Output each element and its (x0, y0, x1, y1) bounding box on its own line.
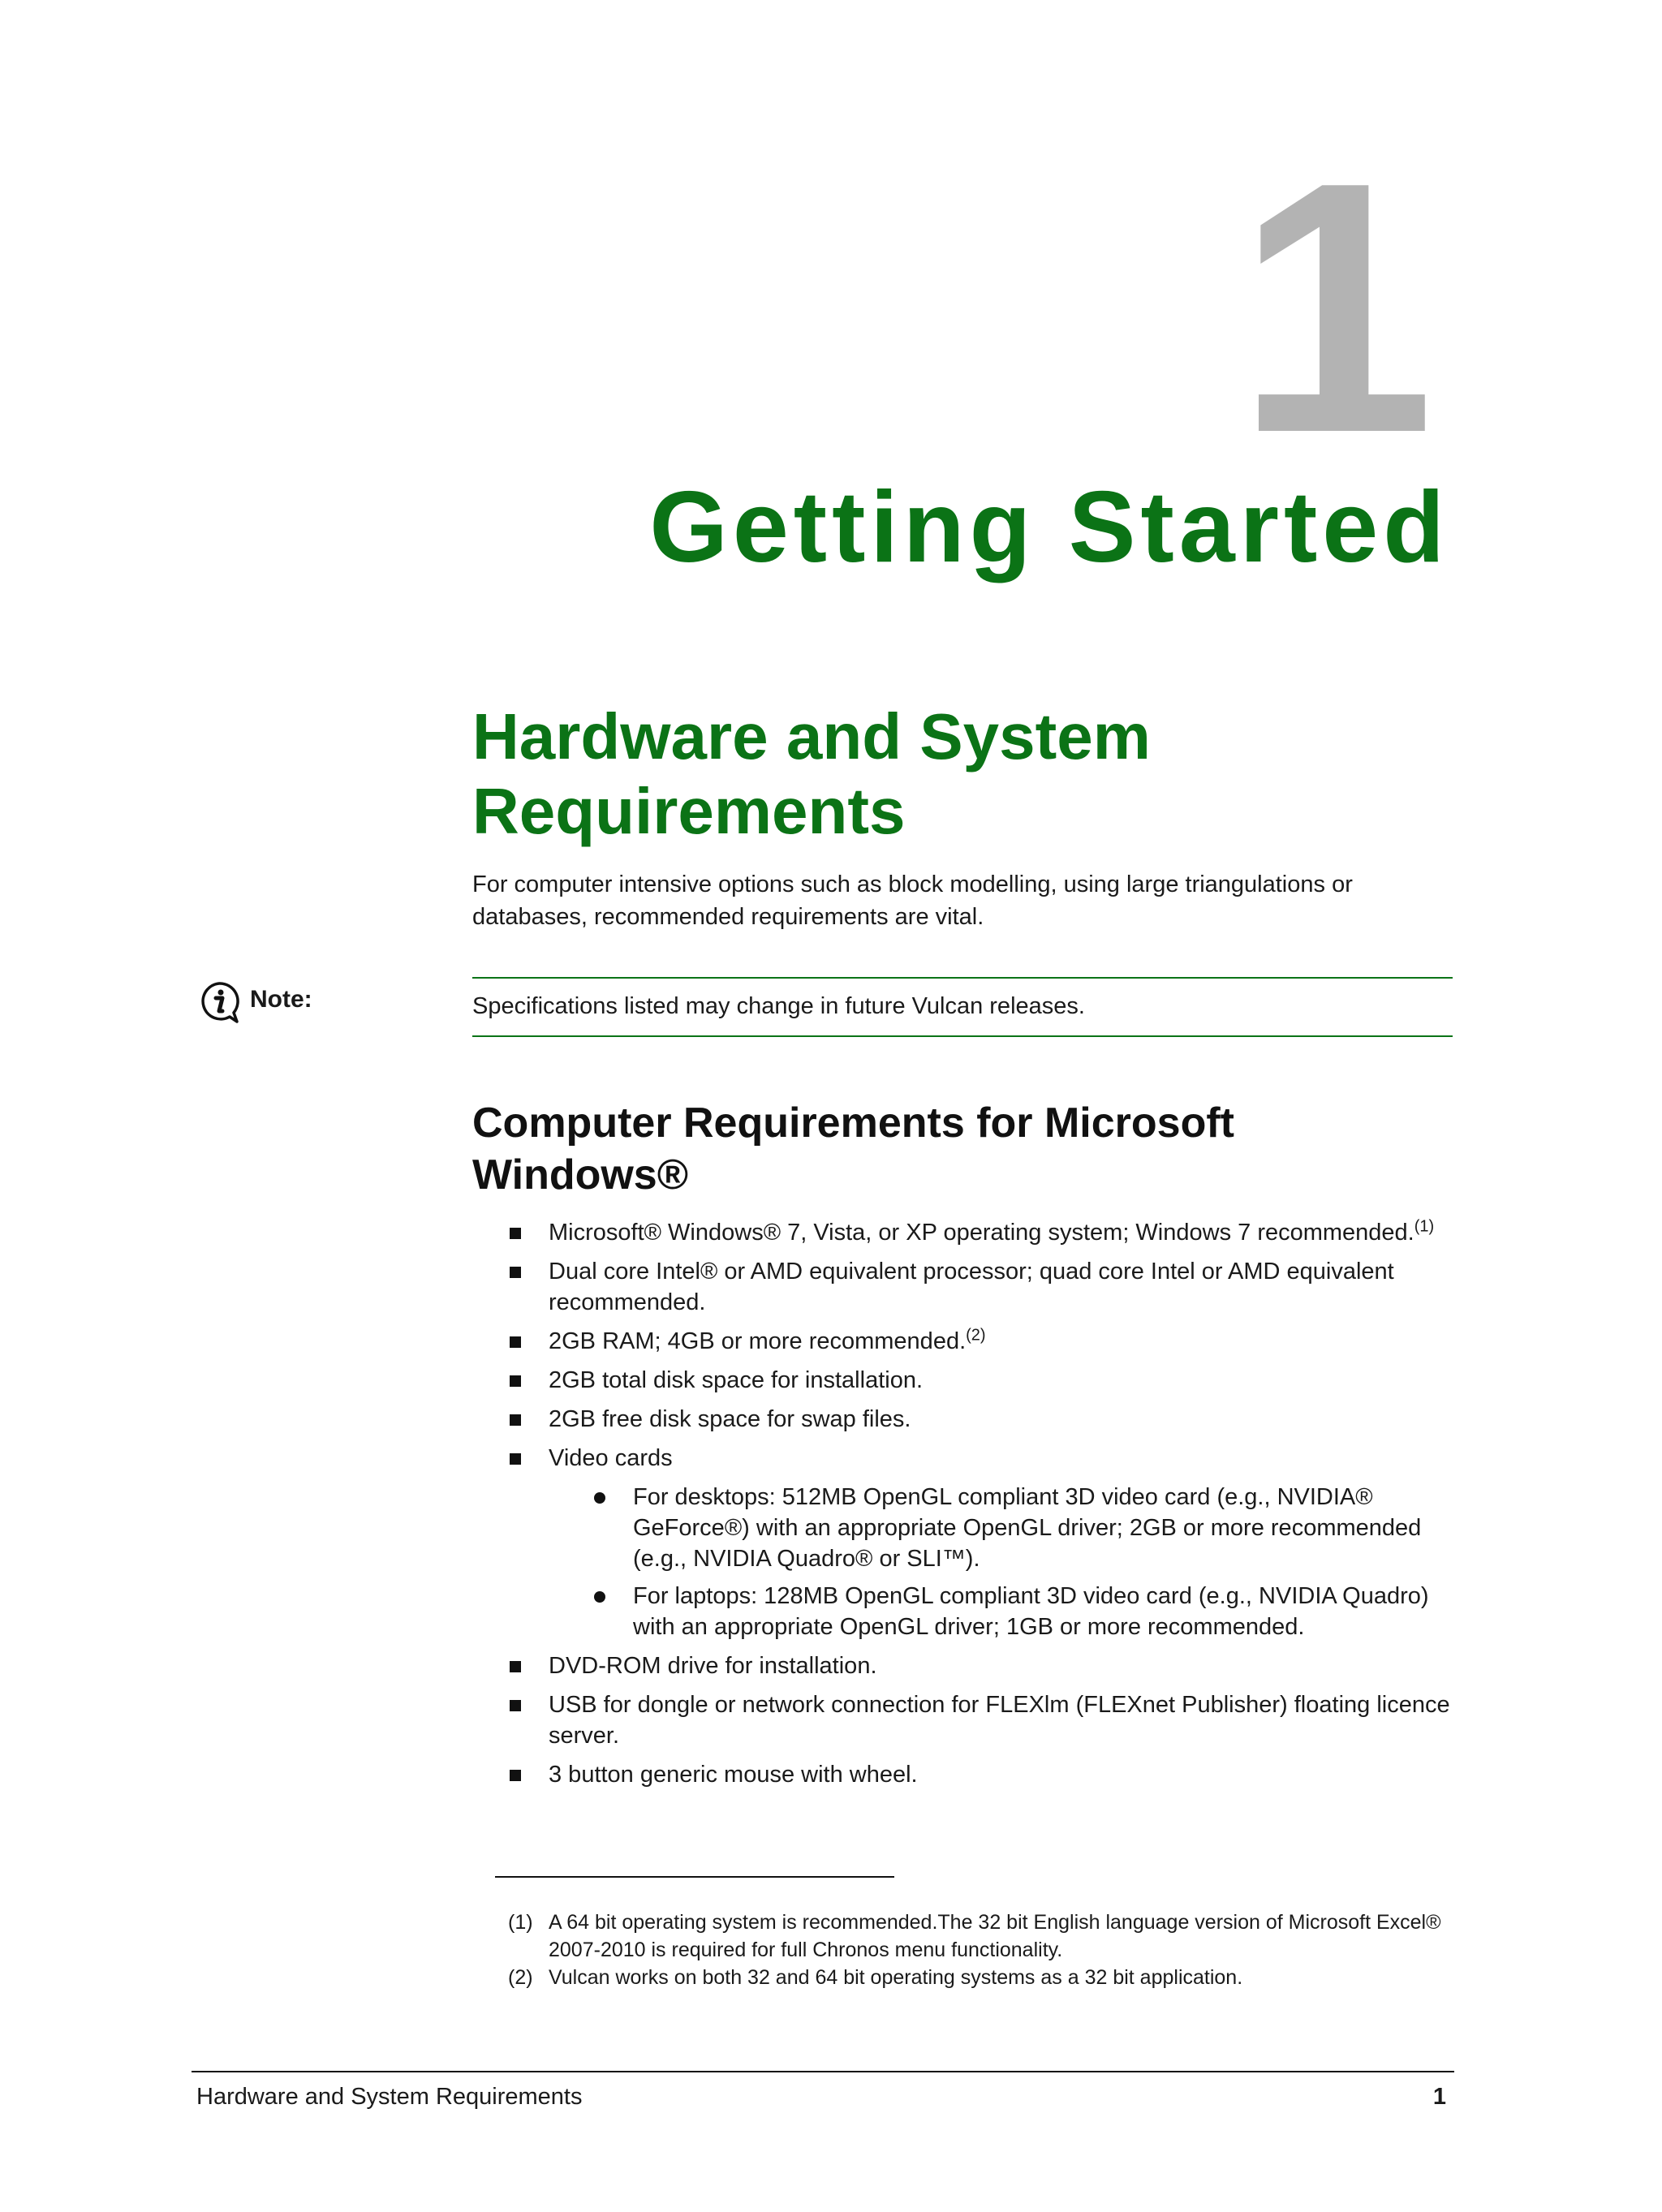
list-item (510, 1443, 1453, 1642)
info-icon (197, 980, 241, 1024)
list-item-text: Microsoft® Windows® 7, Vista, or XP operating system; Windows 7 recommended. (549, 1220, 1414, 1246)
note-text: Specifications listed may change in future Vulcan releases. (472, 993, 1085, 1019)
section-title (472, 699, 1453, 849)
list-item-text: Video cards (549, 1445, 673, 1471)
list-item (510, 1689, 1453, 1751)
page-number: 1 (1432, 2084, 1446, 2110)
section-title-line-1: Hardware and System (472, 700, 1151, 772)
square-bullet-icon (510, 1661, 521, 1672)
square-bullet-icon (510, 1267, 521, 1278)
list-item (510, 1759, 1453, 1790)
chapter-title: Getting Started (649, 471, 1449, 583)
footer-section-name: Hardware and System Requirements (196, 2084, 583, 2110)
footnote-ref[interactable]: (1) (1414, 1217, 1435, 1236)
footnote-mark: (1) (508, 1911, 533, 1934)
list-item-text: 3 button generic mouse with wheel. (549, 1762, 918, 1788)
list-item (510, 1365, 1453, 1396)
intro-paragraph: For computer intensive options such as block modelling, using large triangulations or databases, recommended requirements are vital. (472, 871, 1353, 930)
square-bullet-icon (510, 1453, 521, 1465)
list-item-text: USB for dongle or network connection for FLEXlm (FLEXnet Publisher) floating licence server. (549, 1692, 1450, 1749)
list-item (510, 1217, 1453, 1248)
list-item (510, 1404, 1453, 1435)
sub-list-item-text: For laptops: 128MB OpenGL compliant 3D video card (e.g., NVIDIA Quadro) with an appropriate OpenGL driver; 1GB or more recommended. (633, 1583, 1429, 1640)
round-bullet-icon (594, 1492, 605, 1504)
note-label: Note: (250, 986, 312, 1013)
subsection-title (472, 1097, 1453, 1201)
footnote-divider (495, 1876, 894, 1878)
footnote-text: A 64 bit operating system is recommended.The 32 bit English language version of Microsoft Excel® 2007-2010 is required for full Chronos menu functionality. (549, 1911, 1441, 1961)
square-bullet-icon (510, 1414, 521, 1426)
list-item-text: Dual core Intel® or AMD equivalent processor; quad core Intel or AMD equivalent recommended. (549, 1259, 1394, 1315)
list-item-text: DVD-ROM drive for installation. (549, 1653, 877, 1679)
chapter-number: 1 (1236, 109, 1427, 507)
list-item (510, 1326, 1453, 1357)
square-bullet-icon (510, 1700, 521, 1711)
footnote-1 (508, 1909, 1453, 1964)
subsection-title-line-1: Computer Requirements for Microsoft (472, 1100, 1234, 1147)
footer-divider (192, 2071, 1454, 2072)
sub-list-item (594, 1581, 1453, 1642)
list-item (510, 1256, 1453, 1318)
footnote-text: Vulcan works on both 32 and 64 bit operating systems as a 32 bit application. (549, 1966, 1243, 1989)
requirements-list (510, 1217, 1453, 1798)
footnotes (508, 1909, 1453, 1991)
square-bullet-icon (510, 1228, 521, 1239)
note-box (472, 977, 1453, 1037)
footnote-mark: (2) (508, 1966, 533, 1989)
footnote-ref[interactable]: (2) (966, 1326, 986, 1345)
list-item-text: 2GB RAM; 4GB or more recommended. (549, 1328, 967, 1354)
square-bullet-icon (510, 1375, 521, 1387)
sub-list-item-text: For desktops: 512MB OpenGL compliant 3D video card (e.g., NVIDIA® GeForce®) with an appropriate OpenGL driver; 2GB or more recommended (e.g., NVIDIA Quadro® or SLI™). (633, 1484, 1422, 1572)
square-bullet-icon (510, 1336, 521, 1348)
section-title-line-2: Requirements (472, 775, 906, 847)
round-bullet-icon (594, 1591, 605, 1603)
list-item-text: 2GB total disk space for installation. (549, 1367, 924, 1393)
sub-list-item (594, 1482, 1453, 1574)
footnote-2 (508, 1964, 1453, 1991)
video-cards-sublist (549, 1482, 1453, 1642)
subsection-title-line-2: Windows® (472, 1151, 689, 1199)
list-item (510, 1650, 1453, 1681)
square-bullet-icon (510, 1770, 521, 1781)
list-item-text: 2GB free disk space for swap files. (549, 1406, 911, 1432)
